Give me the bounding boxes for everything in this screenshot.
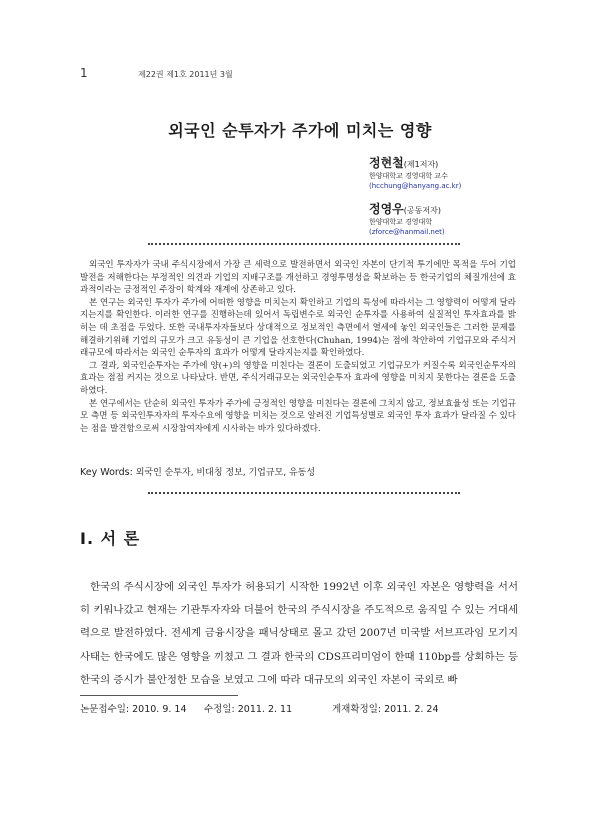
author-name: 정영우 (369, 202, 404, 216)
keywords (80, 465, 315, 478)
abstract-paragraph: 그 결과, 외국인순투자는 주가에 양(+)의 영향을 미친다는 결론이 도출되었고 기업규모가 커질수록 외국인순투자의 효과는 점점 커지는 것으로 나타났다. 반면, 주식거래규모는 외국인순투자 효과에 영향을 미치지 못한다는 결론을 도출하였다. (80, 360, 516, 396)
paper-title: 외국인 순투자가 주가에 미치는 영향 (168, 121, 432, 140)
dotted-divider (148, 492, 460, 494)
page-number: 1 (80, 66, 88, 80)
author-affiliation: 한양대학교 경영대학 (369, 218, 433, 226)
body-paragraph: 한국의 주식시장에 외국인 투자가 허용되기 시작한 1992년 이후 외국인 자본은 영향력을 서서히 키워나갔고 현재는 기관투자자와 더불어 한국의 주식시장을 주도적으로 움직일 수 있는 거대세력으로 발전하였다. 전세계 금융시장을 패닉상태로 몰고 갔던 2007년 미국발 서브프라임 모기지 사태는 한국에도 많은 영향을 끼쳤고 그 결과 한국의 CDS프리미엄이 한때 110bp를 상회하는 등 한국의 증시가 불안정한 모습을 보였고 그에 따라 대규모의 외국인 자본이 국외로 빠 (80, 581, 518, 686)
abstract-paragraph: 본 연구는 외국인 투자가 주가에 어떠한 영향을 미치는지 확인하고 기업의 특성에 따라서는 그 영향력이 어떻게 달라지는지를 확인한다. 이러한 연구를 진행하는데 있어서 독립변수로 외국인 순투자를 사용하여 실질적인 투자효과를 밝히는 데 초점을 두었다. 또한 국내투자자들보다 상대적으로 정보적인 측면에서 열세에 놓인 외국인들은 그러한 문제를 해결하기위해 기업의 규모가 크고 유동성이 큰 기업을 선호한다(Chuhan, 1994)는 점에 착안하여 기업규모와 주식거래규모에 따라서는 외국인 순투자의 효과가 어떻게 달라지는지를 확인하였다. (80, 297, 516, 359)
author-name: 정현철 (369, 156, 404, 170)
author-email[interactable]: (zforce@hanmail.net) (369, 228, 445, 236)
keywords-label: Key Words: (80, 467, 133, 478)
journal-volume: 제22권 제1호 2011년 3월 (138, 70, 233, 79)
author-role: (제1저자) (403, 160, 439, 169)
abstract-paragraph: 외국인 투자자가 국내 주식시장에서 가장 큰 세력으로 발전하면서 외국인 자본이 단기적 투기에만 목적을 두어 기업발전을 저해한다는 부정적인 의견과 기업의 지배구조를 개선하고 경영투명성을 확보하는 등 한국기업의 체질개선에 효과적이라는 긍정적인 주장이 학계와 재계에 상존하고 있다. (80, 260, 516, 296)
body-text (80, 576, 518, 692)
author-first (369, 152, 569, 191)
dotted-divider (148, 243, 460, 245)
author-email[interactable]: (hcchung@hanyang.ac.kr) (369, 182, 462, 190)
keywords-terms: 외국인 순투자, 비대칭 정보, 기업규모, 유동성 (135, 468, 316, 478)
running-header (80, 66, 233, 80)
abstract-paragraph: 본 연구에서는 단순히 외국인 투자가 주가에 긍정적인 영향을 미친다는 결론에 그치지 않고, 정보효율성 또는 기업규모 측면 등 외국인투자자의 투자수요에 영향을 미치는 것으로 알려진 기업특성별로 외국인 투자 효과가 달라질 수 있다는 점을 발견함으로써 시장참여자에게 시사하는 바가 있다하겠다. (80, 398, 516, 434)
abstract (80, 259, 516, 435)
received-date: 논문접수일: 2010. 9. 14 (80, 704, 187, 715)
author-second (369, 198, 569, 237)
accepted-date: 게재확정일: 2011. 2. 24 (332, 704, 439, 715)
author-role: (공동저자) (403, 206, 441, 215)
section-heading: Ⅰ. 서 론 (80, 529, 141, 548)
revised-date: 수정일: 2011. 2. 11 (204, 704, 293, 715)
footnote-rule (80, 695, 238, 696)
author-affiliation: 한양대학교 경영대학 교수 (369, 172, 448, 180)
